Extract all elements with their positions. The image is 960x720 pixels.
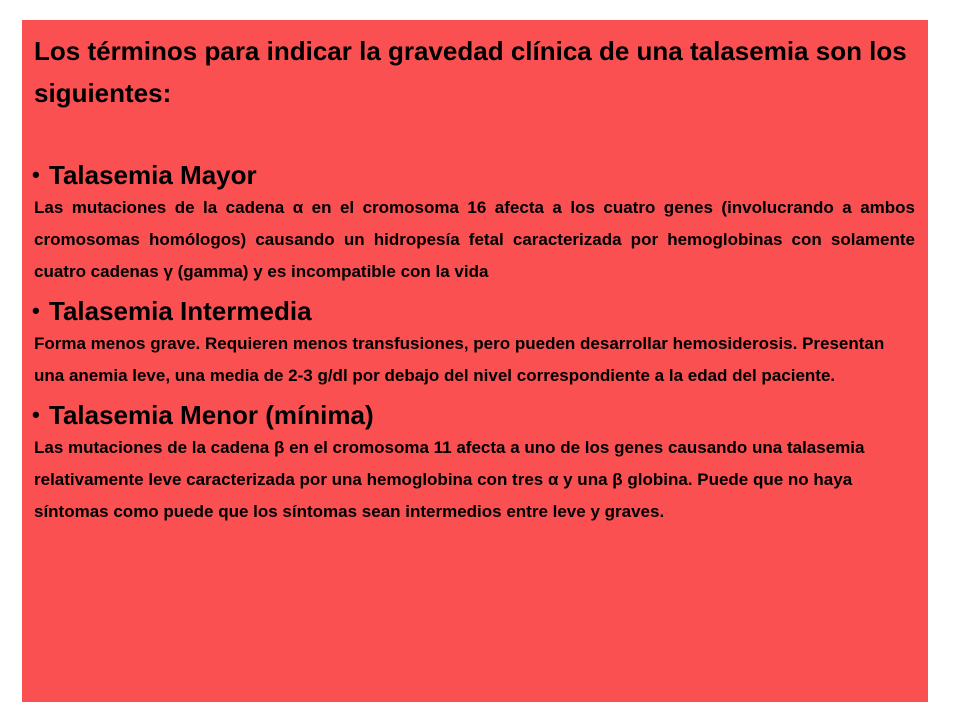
bullet-icon: • [32,402,40,427]
section-body-mayor: Las mutaciones de la cadena α en el cromosoma 16 afecta a los cuatro genes (involucrando a ambos cromosomas homólogos) causando un hidropesía fetal caracterizada por hemoglobinas con solamente cuatro cadenas γ (gamma) y es incompatible con la vida [34,198,915,281]
heading-label: Talasemia Menor (mínima) [49,400,374,430]
section-heading-mayor [34,158,915,192]
intro-text: Los términos para indicar la gravedad clínica de una talasemia son los siguientes: [34,36,907,108]
slide-content-box [22,20,928,702]
section-heading-intermedia [34,294,915,328]
section-body-menor: Las mutaciones de la cadena β en el cromosoma 11 afecta a uno de los genes causando una talasemia relativamente leve caracterizada por una hemoglobina con tres α y una β globina. Puede que no haya síntomas como puede que los síntomas sean intermedios entre leve y graves. [34,438,865,521]
bullet-icon: • [32,298,40,323]
heading-label: Talasemia Intermedia [49,296,312,326]
section-body-intermedia: Forma menos grave. Requieren menos transfusiones, pero pueden desarrollar hemosiderosis. Presentan una anemia leve, una media de 2-3 g/dl por debajo del nivel correspondiente a la edad del paciente. [34,334,885,385]
bullet-icon: • [32,162,40,187]
section-heading-menor [34,398,915,432]
heading-label: Talasemia Mayor [49,160,257,190]
